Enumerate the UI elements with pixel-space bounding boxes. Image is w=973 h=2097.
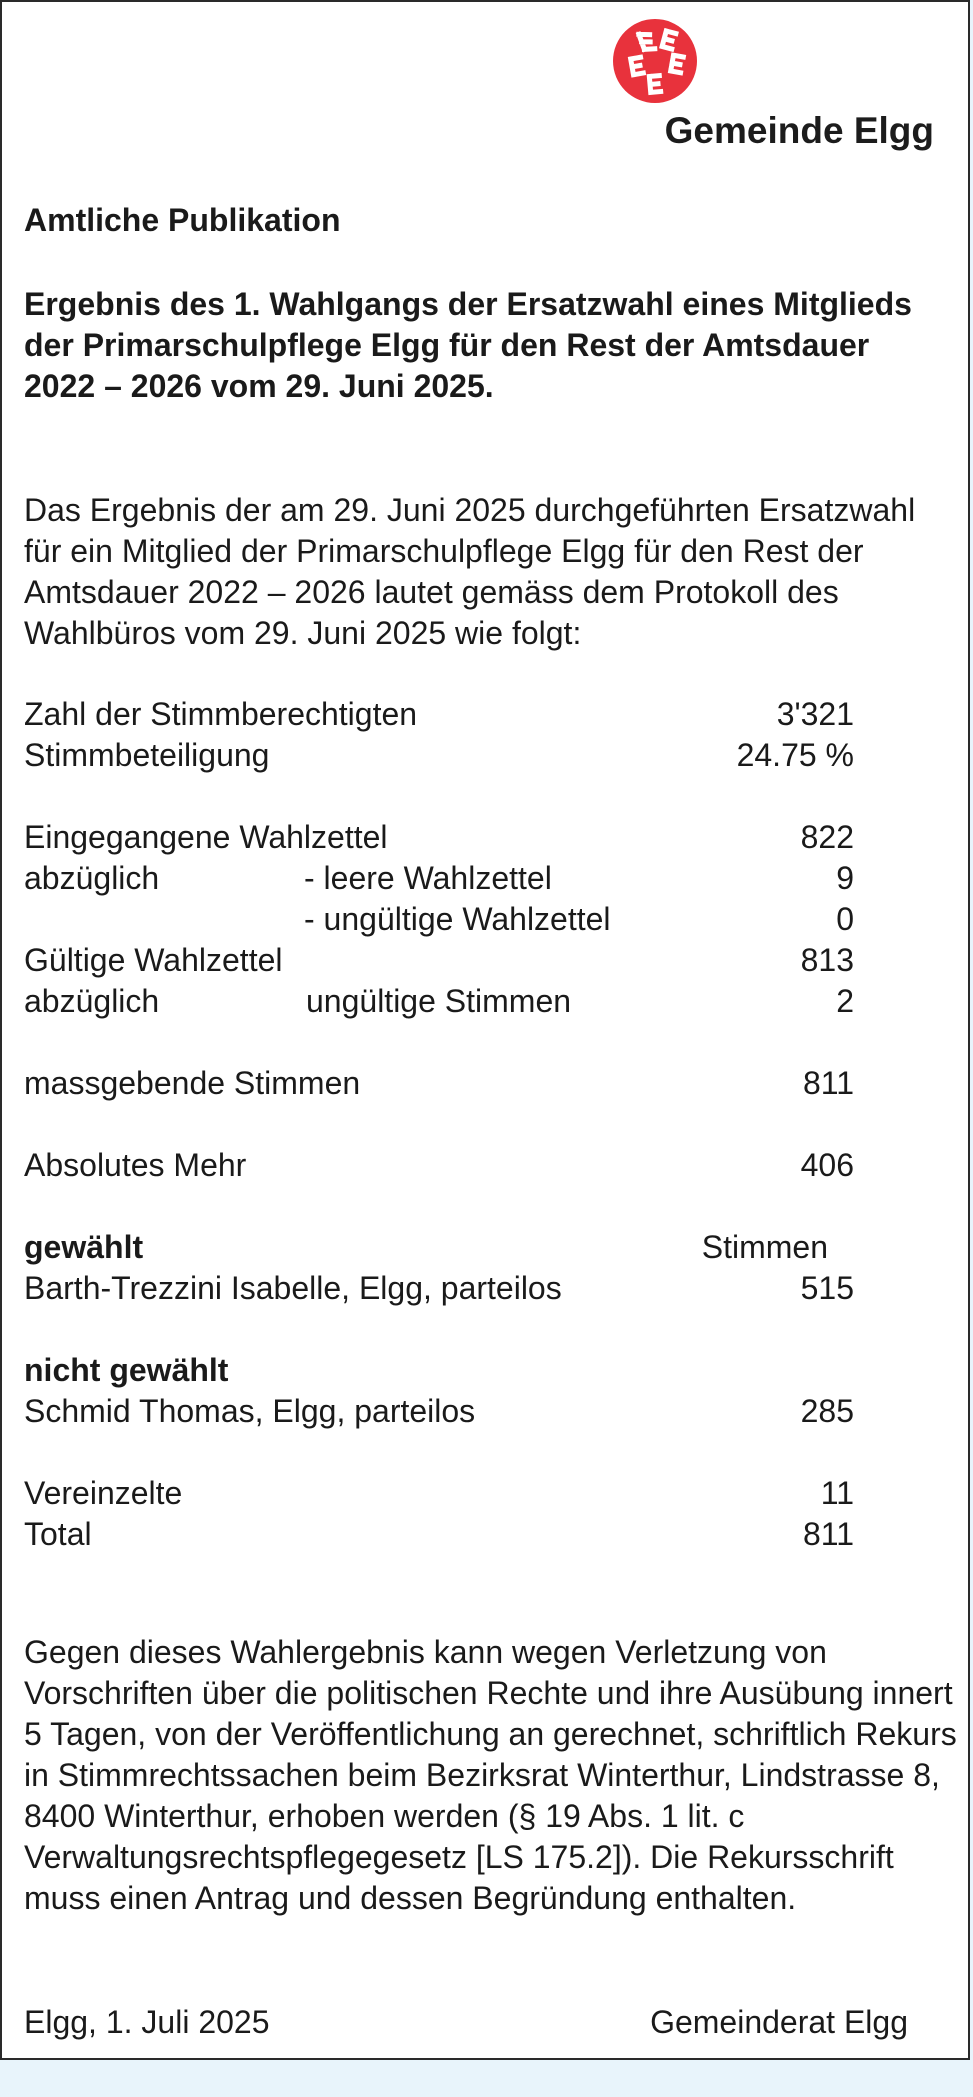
invalid-votes-row bbox=[24, 981, 854, 1022]
empty-ballots-value: 9 bbox=[836, 860, 854, 896]
received-label: Eingegangene Wahlzettel bbox=[24, 819, 388, 855]
invalid-votes-label: ungültige Stimmen bbox=[306, 983, 572, 1019]
not-elected-row bbox=[24, 1391, 854, 1432]
voters-label: Zahl der Stimmberechtigten bbox=[24, 696, 418, 732]
not-elected-name: Schmid Thomas, Elgg, parteilos bbox=[24, 1393, 476, 1429]
voters-value: 3'321 bbox=[776, 696, 854, 732]
valid-ballots-label: Gültige Wahlzettel bbox=[24, 942, 283, 978]
elected-name: Barth-Trezzini Isabelle, Elgg, parteilos bbox=[24, 1270, 562, 1306]
scattered-value: 11 bbox=[820, 1475, 854, 1511]
decisive-votes-label: massgebende Stimmen bbox=[24, 1065, 361, 1101]
elected-votes: 515 bbox=[800, 1270, 854, 1306]
signatory: Gemeinderat Elgg bbox=[650, 2004, 908, 2040]
elected-heading-row bbox=[24, 1227, 854, 1268]
invalid-ballots-label: - ungültige Wahlzettel bbox=[304, 901, 611, 937]
intro-paragraph: Das Ergebnis der am 29. Juni 2025 durchgeführten Ersatzwahl für ein Mitglied der Primarschulpflege Elgg für den Rest der Amtsdauer 2022 – 2026 lautet gemäss dem Protokoll des Wahlbüros vom 29. Juni 2025 wie folgt: bbox=[24, 492, 916, 651]
turnout-value: 24.75 % bbox=[736, 737, 854, 773]
received-row bbox=[24, 817, 854, 858]
total-label: Total bbox=[24, 1516, 92, 1552]
majority-row bbox=[24, 1145, 854, 1186]
minus2-label: abzüglich bbox=[24, 983, 160, 1019]
scattered-row bbox=[24, 1473, 854, 1514]
scattered-label: Vereinzelte bbox=[24, 1475, 183, 1511]
publication-type: Amtliche Publikation bbox=[24, 202, 341, 238]
publication-title: Ergebnis des 1. Wahlgangs der Ersatzwahl eines Mitglieds der Primarschulpflege Elgg für den Rest der Amtsdauer 2022 – 2026 vom 29. Juni 2025. bbox=[24, 286, 912, 404]
elected-heading: gewählt bbox=[24, 1229, 144, 1265]
empty-ballots-label: - leere Wahlzettel bbox=[304, 860, 552, 896]
not-elected-votes: 285 bbox=[800, 1393, 854, 1429]
majority-value: 406 bbox=[800, 1147, 854, 1183]
turnout-row bbox=[24, 735, 854, 776]
majority-label: Absolutes Mehr bbox=[24, 1147, 247, 1183]
valid-ballots-row bbox=[24, 940, 854, 981]
invalid-ballots-row bbox=[24, 899, 854, 940]
organization-name: Gemeinde Elgg bbox=[664, 110, 934, 151]
place-date: Elgg, 1. Juli 2025 bbox=[24, 2004, 270, 2040]
voters-row bbox=[24, 694, 854, 735]
invalid-ballots-value: 0 bbox=[836, 901, 854, 937]
minus-label: abzüglich bbox=[24, 860, 160, 896]
total-row bbox=[24, 1514, 854, 1555]
decisive-votes-row bbox=[24, 1063, 854, 1104]
invalid-votes-value: 2 bbox=[836, 983, 854, 1019]
total-value: 811 bbox=[802, 1516, 854, 1552]
appeal-notice: Gegen dieses Wahlergebnis kann wegen Verletzung von Vorschriften über die politischen Rechte und ihre Ausübung innert 5 Tagen, von der Veröffentlichung an gerechnet, schriftlich Rekurs in Stimmrechtssachen beim Bezirksrat Winterthur, Lindstrasse 8, 8400 Winterthur, erhoben werden (§ 19 Abs. 1 lit. c Verwaltungsrechtspflegegesetz [LS 175.2]). Die Rekursschrift muss einen Antrag und dessen Begründung enthalten. bbox=[24, 1634, 957, 1916]
valid-ballots-value: 813 bbox=[800, 942, 854, 978]
turnout-label: Stimmbeteiligung bbox=[24, 737, 270, 773]
votes-heading: Stimmen bbox=[701, 1229, 828, 1265]
decisive-votes-value: 811 bbox=[802, 1065, 854, 1101]
empty-ballots-row bbox=[24, 858, 854, 899]
not-elected-heading: nicht gewählt bbox=[24, 1352, 229, 1388]
elected-row bbox=[24, 1268, 854, 1309]
not-elected-heading-row bbox=[24, 1350, 854, 1391]
received-value: 822 bbox=[800, 819, 854, 855]
gemeinde-elgg-logo-icon bbox=[612, 18, 698, 104]
